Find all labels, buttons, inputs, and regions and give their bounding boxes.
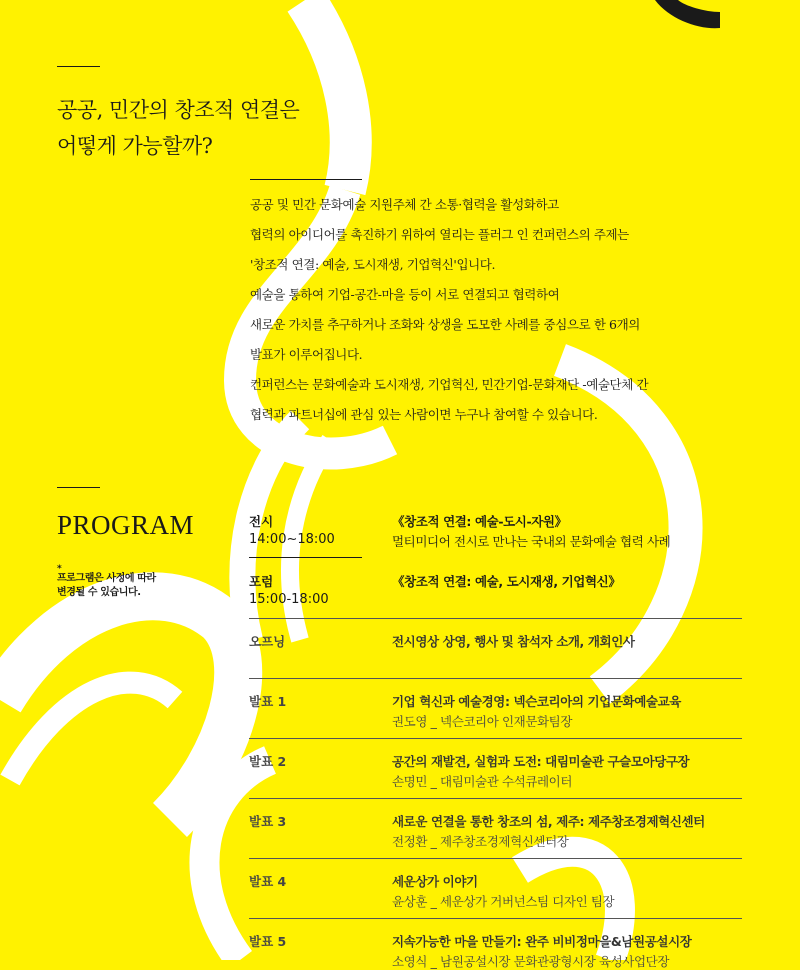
session-speaker: 권도영 _ 넥슨코리아 인재문화팀장	[392, 714, 573, 729]
row-separator	[249, 738, 742, 739]
session-label: 발표 2	[249, 754, 287, 769]
session-label: 발표 1	[249, 694, 287, 709]
note-line-1: 프로그램은 사정에 따라	[57, 573, 156, 584]
row-separator	[249, 798, 742, 799]
deco-left-inner	[10, 683, 175, 780]
program-note	[57, 566, 156, 600]
intro-line: 새로운 가치를 추구하거나 조화와 상생을 도모한 사례를 중심으로 한 6개의	[250, 317, 640, 332]
row-separator	[249, 918, 742, 919]
intro-line: 협력의 아이디어를 촉진하기 위하여 열리는 플러그 인 컨퍼런스의 주제는	[250, 227, 629, 242]
intro-line: 협력과 파트너십에 관심 있는 사람이면 누구나 참여할 수 있습니다.	[250, 407, 598, 422]
deco-top-stroke	[305, 0, 351, 190]
intro-rule	[250, 179, 362, 180]
exhibition-label: 전시	[249, 514, 274, 529]
session-speaker: 소영식 _ 남원공설시장 문화관광형시장 육성사업단장	[392, 954, 669, 969]
exhibition-rule	[249, 557, 362, 558]
program-rule	[57, 487, 100, 488]
row-separator	[249, 678, 742, 679]
intro-line: '창조적 연결: 예술, 도시재생, 기업혁신'입니다.	[250, 257, 496, 272]
deco-left-sweep	[0, 596, 238, 820]
session-speaker: 손명민 _ 대림미술관 수석큐레이터	[392, 774, 573, 789]
session-label: 발표 5	[249, 934, 287, 949]
session-title: 전시영상 상영, 행사 및 참석자 소개, 개회인사	[392, 634, 635, 649]
note-star: *	[57, 564, 62, 574]
deco-bottom-loop	[204, 760, 270, 960]
session-title: 공간의 재발견, 실험과 도전: 대림미술관 구슬모아당구장	[392, 754, 690, 769]
session-speaker: 전정환 _ 제주창조경제혁신센터장	[392, 834, 569, 849]
session-title: 기업 혁신과 예술경영: 넥슨코리아의 기업문화예술교육	[392, 694, 681, 709]
row-separator	[249, 858, 742, 859]
row-separator	[249, 618, 742, 619]
session-label: 발표 3	[249, 814, 287, 829]
forum-label: 포럼	[249, 574, 274, 589]
exhibition-title: 《창조적 연결: 예술-도시-자원》	[392, 514, 567, 529]
intro-line: 공공 및 민간 문화예술 지원주체 간 소통·협력을 활성화하고	[250, 197, 559, 212]
session-title: 세운상가 이야기	[392, 874, 478, 889]
session-speaker: 윤상훈 _ 세운상가 거버넌스팀 디자인 팀장	[392, 894, 615, 909]
title-line-2: 어떻게 가능할까?	[57, 134, 213, 158]
forum-time: 15:00-18:00	[249, 592, 329, 607]
intro-line: 예술을 통하여 기업-공간-마을 등이 서로 연결되고 협력하여	[250, 287, 560, 302]
page-title	[57, 92, 299, 164]
session-title: 새로운 연결을 통한 창조의 섬, 제주: 제주창조경제혁신센터	[392, 814, 705, 829]
session-label: 발표 4	[249, 874, 287, 889]
intro-line: 발표가 이루어집니다.	[250, 347, 363, 362]
program-heading: PROGRAM	[57, 510, 195, 540]
intro-text	[250, 190, 648, 430]
intro-line: 컨퍼런스는 문화예술과 도시재생, 기업혁신, 민간기업-문화재단 -예술단체 간	[250, 377, 649, 392]
session-label: 오프닝	[249, 634, 286, 649]
session-title: 지속가능한 마을 만들기: 완주 비비정마을&남원공설시장	[392, 934, 692, 949]
note-line-2: 변경될 수 있습니다.	[57, 587, 141, 598]
exhibition-time: 14:00~18:00	[249, 532, 335, 547]
title-rule	[57, 66, 100, 67]
title-line-1: 공공, 민간의 창조적 연결은	[57, 98, 300, 122]
exhibition-subtitle: 멀티미디어 전시로 만나는 국내외 문화예술 협력 사례	[392, 534, 671, 549]
forum-title: 《창조적 연결: 예술, 도시재생, 기업혁신》	[392, 574, 621, 589]
deco-corner-black	[655, 0, 720, 28]
